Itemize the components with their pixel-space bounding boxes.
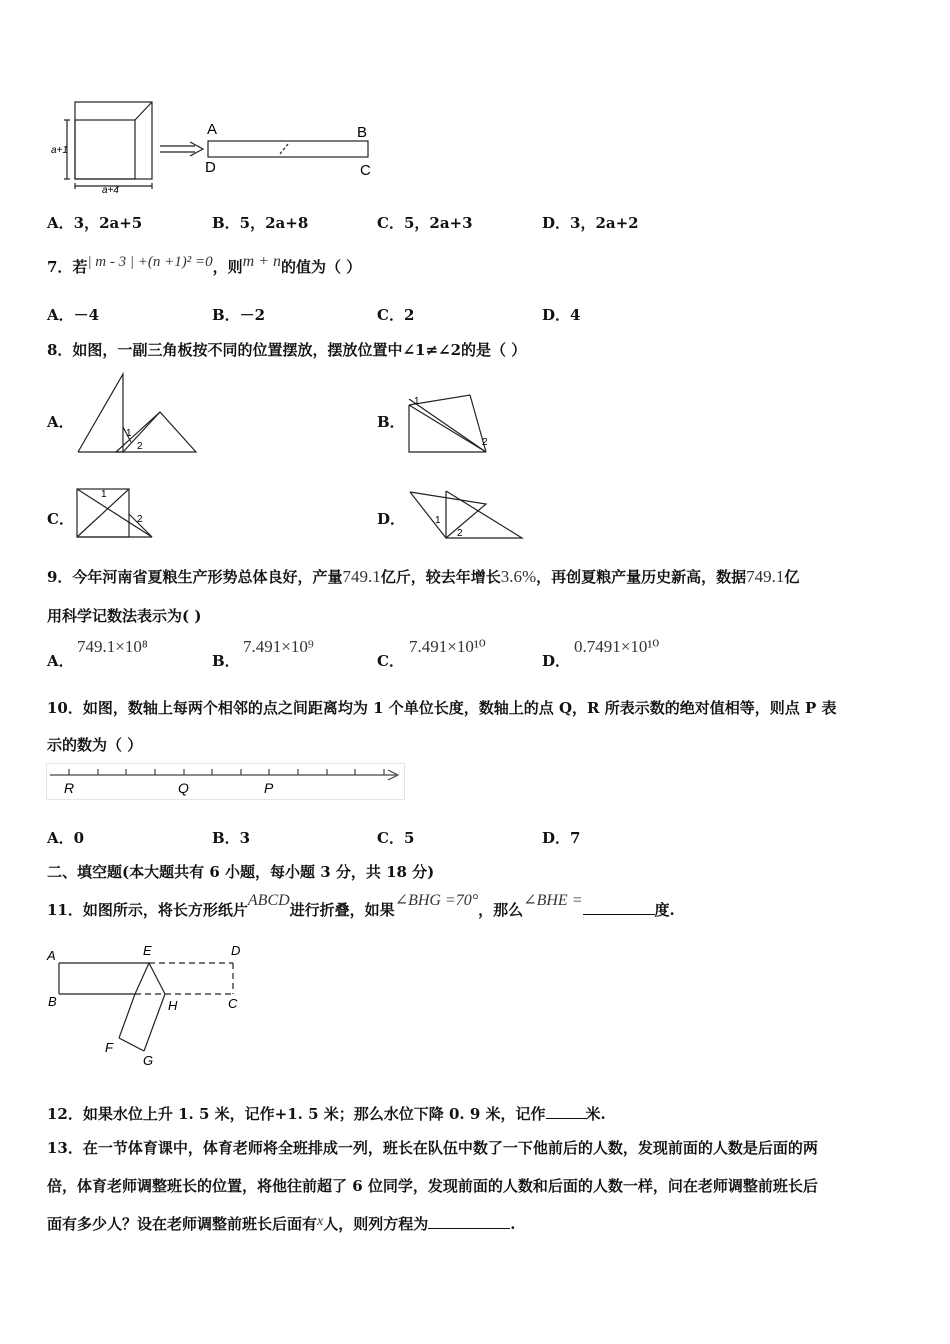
q11-label-C: C [228, 996, 238, 1011]
q9-option-a-label: A． [47, 652, 74, 670]
q13-line-3 [47, 1213, 515, 1234]
q9-number-1: 749.1 [342, 567, 381, 586]
q9-option-b-label: B． [212, 652, 240, 670]
q6-label-bottom: a+4 [102, 185, 119, 196]
q8-a-angle-1: 1 [126, 428, 132, 439]
q11-angle-given: ∠BHG =70° [394, 892, 479, 909]
q10-option-d: D．7 [542, 829, 581, 847]
q7-option-a: A．－4 [47, 306, 100, 324]
q11-label-D: D [231, 943, 241, 958]
q8-option-c-label: C． [47, 510, 74, 528]
q6-label-left: a+1 [51, 145, 68, 156]
q10-point-q: Q [178, 780, 189, 796]
q10-number-line [46, 763, 406, 801]
q8-a-angle-2: 2 [137, 441, 143, 452]
q7-option-d: D．4 [542, 306, 581, 324]
q9-line-2: 用科学记数法表示为( ) [47, 607, 202, 625]
q10-option-c: C．5 [377, 829, 415, 847]
q7-suffix: 的值为（ ） [281, 258, 362, 276]
q8-option-b-label: B． [377, 413, 405, 431]
q10-line-1: 10．如图，数轴上每两个相邻的点之间距离均为 1 个单位长度，数轴上的点 Q，R 所表示数的绝对值相等，则点 P 表 [47, 699, 837, 717]
q10-line-2: 示的数为（ ） [47, 736, 143, 754]
q9-option-c-label: C． [377, 652, 404, 670]
q7-expression: | m - 3 | +(n +1)² =0 [87, 254, 213, 270]
q10-option-b: B．3 [212, 829, 251, 847]
q6-option-b: B．5，2a+8 [212, 214, 309, 232]
q8-c-angle-1: 1 [101, 489, 107, 500]
q7-prefix: 7．若 [47, 258, 88, 276]
q10-point-p: P [264, 780, 274, 796]
q11-prefix: 11．如图所示，将长方形纸片 [47, 901, 248, 919]
q9-number-2: 3.6% [500, 567, 537, 586]
q9-text-a: 9．今年河南省夏粮生产形势总体良好，产量 [47, 568, 343, 586]
q12-answer-blank[interactable] [546, 1104, 586, 1119]
q8-option-a-label: A． [47, 413, 74, 431]
q10-option-a: A．0 [47, 829, 85, 847]
q11-angle-ask: ∠BHE = [523, 892, 583, 909]
q9-option-c-value: 7.491×10¹⁰ [409, 637, 486, 656]
q9-option-a-value: 749.1×10⁸ [77, 637, 148, 656]
q8-figure-a [76, 372, 201, 457]
q8-figure-c [74, 484, 159, 544]
q8-figure-d [406, 486, 526, 541]
q9-text-c: ，再创夏粮产量历史新高，数据 [536, 568, 747, 586]
q12-text: 12．如果水位上升 1. 5 米，记作+1. 5 米；那么水位下降 0. 9 米，记作 [47, 1105, 546, 1123]
q8-stem: 8．如图，一副三角板按不同的位置摆放，摆放位置中∠1≠∠2的是（ ） [47, 341, 527, 359]
q8-option-d-label: D． [377, 510, 406, 528]
q13-line-1: 13．在一节体育课中，体育老师将全班排成一列，班长在队伍中数了一下他前后的人数，发现前面的人数是后面的两 [47, 1139, 818, 1157]
q9-text-d: 亿 [784, 568, 800, 586]
q6-label-B: B [357, 124, 368, 141]
q8-b-angle-2: 2 [482, 437, 488, 448]
q13-suffix: . [510, 1215, 516, 1233]
q9-option-b-value: 7.491×10⁹ [243, 637, 314, 656]
q9-option-d-value: 0.7491×10¹⁰ [574, 637, 660, 656]
q11-mid-2: ，那么 [478, 901, 524, 919]
q11-stem [47, 892, 675, 920]
q6-option-d: D．3，2a+2 [542, 214, 639, 232]
q7-option-c: C．2 [377, 306, 415, 324]
section-2-heading: 二、填空题(本大题共有 6 小题，每小题 3 分，共 18 分) [47, 863, 435, 881]
q11-suffix: 度. [654, 901, 675, 919]
q6-label-D: D [205, 159, 216, 176]
q8-b-angle-1: 1 [414, 396, 420, 407]
q7-expression-2: m + n [242, 253, 281, 270]
q11-label-A: A [47, 948, 56, 963]
q6-option-c: C．5，2a+3 [377, 214, 473, 232]
q11-figure [45, 938, 255, 1073]
q11-label-B: B [48, 994, 57, 1009]
q8-d-angle-1: 1 [435, 515, 441, 526]
q6-label-C: C [360, 162, 371, 179]
q9-text-b: 亿斤，较去年增长 [380, 568, 501, 586]
q8-d-angle-2: 2 [457, 528, 463, 539]
q6-option-a: A．3，2a+5 [47, 214, 143, 232]
q6-label-A: A [207, 121, 218, 138]
q9-line-1 [47, 566, 799, 587]
q9-option-d-label: D． [542, 652, 571, 670]
q13-variable: x [317, 1214, 324, 1229]
q13-answer-blank[interactable] [428, 1214, 510, 1229]
q7-stem [47, 253, 362, 277]
q11-label-E: E [143, 943, 152, 958]
q7-option-b: B．－2 [212, 306, 266, 324]
q10-point-r: R [64, 780, 75, 796]
q8-figure-b [406, 390, 496, 455]
q11-abcd: ABCD [247, 892, 290, 909]
q12-suffix: 米. [585, 1105, 606, 1123]
q7-mid: ，则 [212, 258, 243, 276]
q11-answer-blank[interactable] [583, 900, 655, 915]
q6-figure [45, 98, 385, 198]
q12-stem [47, 1103, 606, 1124]
q11-mid: 进行折叠，如果 [289, 901, 395, 919]
q11-label-H: H [168, 998, 178, 1013]
q9-number-3: 749.1 [746, 567, 785, 586]
q13-text-a: 面有多少人？设在老师调整前班长后面有 [47, 1215, 318, 1233]
q11-label-F: F [105, 1040, 113, 1055]
q11-label-G: G [143, 1053, 154, 1068]
q13-line-2: 倍，体育老师调整班长的位置，将他往前超了 6 位同学，发现前面的人数和后面的人数一样，问在老师调整前班长后 [47, 1177, 818, 1195]
q8-c-angle-2: 2 [137, 514, 143, 525]
q13-text-b: 人，则列方程为 [323, 1215, 429, 1233]
